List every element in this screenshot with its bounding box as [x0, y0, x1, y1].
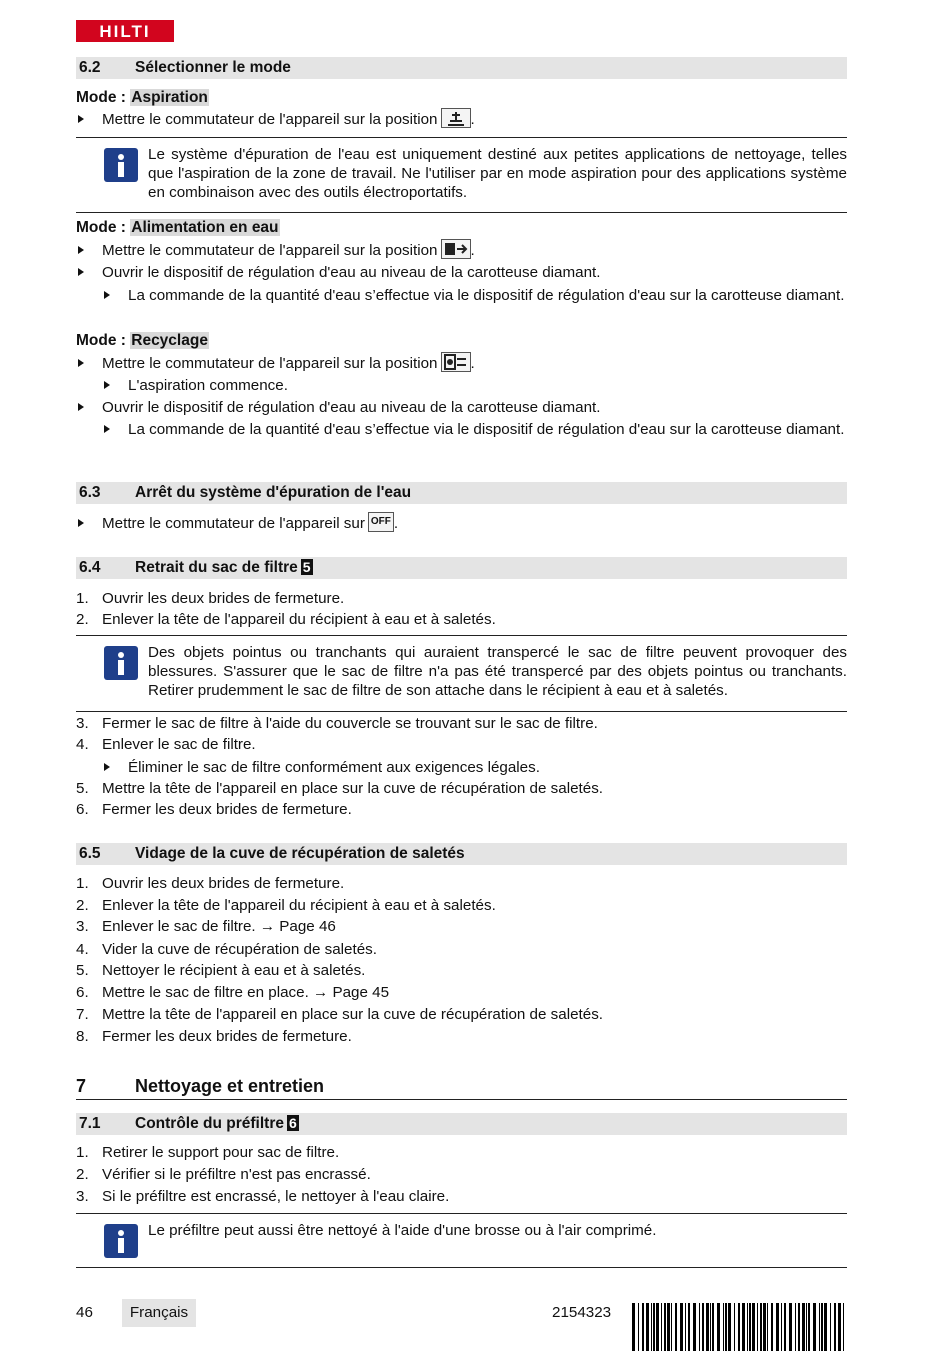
mode-heading-alimentation — [76, 218, 280, 238]
section-title: Vidage de la cuve de récupération de saletés — [135, 845, 465, 862]
result-text: L'aspiration commence. — [128, 377, 288, 394]
result-marker — [102, 286, 128, 306]
step-text: Retirer le support pour sac de filtre. — [102, 1144, 340, 1161]
result-text: Éliminer le sac de filtre conformément aux exigences légales. — [128, 759, 540, 776]
note-text: Le système d'épuration de l'eau est uniquement destiné aux petites applications de nettoyage, telles que l'aspiration de la zone de travail. Ne l'utiliser par en mode aspiration pour des applications système en combinaison avec des outils électroportatifs. — [148, 146, 847, 202]
step-text: Mettre la tête de l'appareil en place sur la cuve de récupération de saletés. — [102, 1006, 604, 1023]
info-icon — [104, 148, 138, 182]
mode-name: Alimentation en eau — [131, 219, 279, 236]
section-header-6-5 — [76, 843, 847, 865]
step-text: Nettoyer le récipient à eau et à saletés. — [102, 962, 366, 979]
note-text: Des objets pointus ou tranchants qui auraient transpercé le sac de filtre peuvent provoquer des blessures. S'assurer que le sac de filtre n'a pas été transpercé par des objets pointus ou tranchants. Retirer prudemment le sac de filtre de son attache dans le récipient à eau et à saletés. — [148, 644, 847, 700]
section-number: 6.4 — [79, 559, 101, 576]
section-number: 6.3 — [79, 484, 101, 501]
step-text: Ouvrir le dispositif de régulation d'eau au niveau de la carotteuse diamant. — [102, 399, 601, 416]
off-position-label: OFF — [368, 512, 394, 532]
step-text: Si le préfiltre est encrassé, le nettoyer à l'eau claire. — [102, 1188, 450, 1205]
step-text: Mettre la tête de l'appareil en place sur la cuve de récupération de saletés. — [102, 780, 604, 797]
result-arrow-icon — [104, 763, 110, 771]
bullet-arrow-icon — [78, 519, 84, 527]
mode-heading-recyclage — [76, 331, 209, 351]
section-title: Sélectionner le mode — [135, 59, 291, 76]
step-text: Ouvrir le dispositif de régulation d'eau au niveau de la carotteuse diamant. — [102, 264, 601, 281]
info-icon — [104, 646, 138, 680]
mode-label: Mode : — [76, 332, 126, 349]
section-title: Contrôle du préfiltre — [135, 1115, 284, 1132]
step-text: Mettre le commutateur de l'appareil sur la position — [102, 242, 438, 260]
figure-reference: 5 — [302, 559, 311, 575]
section-title: Retrait du sac de filtre — [135, 559, 298, 576]
chapter-title: Nettoyage et entretien — [135, 1076, 325, 1096]
bullet-arrow-icon — [78, 246, 84, 254]
result-text: La commande de la quantité d'eau s’effectue via le dispositif de régulation d'eau sur la carotteuse diamant. — [128, 287, 845, 304]
chapter-header-7 — [76, 1073, 847, 1100]
mode-name: Aspiration — [131, 89, 208, 106]
step-text: Fermer le sac de filtre à l'aide du couvercle se trouvant sur le sac de filtre. — [102, 715, 598, 732]
step-text: Mettre le commutateur de l'appareil sur — [102, 515, 365, 533]
bullet-arrow-icon — [78, 268, 84, 276]
section-header-6-3 — [76, 482, 847, 504]
bullet-arrow-icon — [78, 359, 84, 367]
figure-reference: 6 — [288, 1115, 297, 1131]
document-number: 2154323 — [552, 1304, 612, 1321]
recycling-position-icon — [441, 352, 471, 372]
step-text: Mettre le commutateur de l'appareil sur la position — [102, 111, 438, 129]
section-title: Arrêt du système d'épuration de l'eau — [135, 484, 412, 501]
result-arrow-icon — [104, 291, 110, 299]
mode-heading-aspiration — [76, 88, 209, 108]
hilti-logo — [76, 20, 174, 42]
svg-text:HILTI: HILTI — [99, 22, 151, 41]
step-text: Enlever le sac de filtre. — [102, 736, 256, 753]
bullet-arrow-icon — [78, 115, 84, 123]
note-text: Le préfiltre peut aussi être nettoyé à l'aide d'une brosse ou à l'air comprimé. — [148, 1222, 657, 1239]
step-text: Fermer les deux brides de fermeture. — [102, 1028, 352, 1045]
step-text: Vérifier si le préfiltre n'est pas encrassé. — [102, 1166, 371, 1183]
step-text: Fermer les deux brides de fermeture. — [102, 801, 352, 818]
section-header-6-2 — [76, 57, 847, 79]
section-number: 6.2 — [79, 59, 101, 76]
step-text-with-link[interactable]: Enlever le sac de filtre. → Page 46 — [102, 918, 336, 935]
chapter-number: 7 — [76, 1076, 87, 1096]
water-supply-position-icon — [441, 239, 471, 259]
mode-name: Recyclage — [131, 332, 208, 349]
step-text: Enlever la tête de l'appareil du récipient à eau et à saletés. — [102, 897, 496, 914]
info-icon — [104, 1224, 138, 1258]
barcode — [632, 1303, 847, 1351]
bullet-arrow-icon — [78, 403, 84, 411]
result-arrow-icon — [104, 381, 110, 389]
result-text: La commande de la quantité d'eau s’effectue via le dispositif de régulation d'eau sur la carotteuse diamant. — [128, 421, 845, 438]
info-note — [76, 635, 847, 712]
mode-label: Mode : — [76, 89, 126, 106]
result-arrow-icon — [104, 425, 110, 433]
page-number: 46 — [76, 1304, 93, 1321]
step-text: Ouvrir les deux brides de fermeture. — [102, 590, 345, 607]
section-header-7-1 — [76, 1113, 847, 1135]
language-label: Français — [122, 1299, 196, 1327]
step-text: Ouvrir les deux brides de fermeture. — [102, 875, 345, 892]
result-marker — [102, 420, 128, 440]
step-text-with-link[interactable]: Mettre le sac de filtre en place. → Page 45 — [102, 984, 390, 1001]
section-number: 7.1 — [79, 1115, 101, 1132]
section-number: 6.5 — [79, 845, 101, 862]
info-note — [76, 137, 847, 213]
mode-label: Mode : — [76, 219, 126, 236]
section-header-6-4 — [76, 557, 847, 579]
vacuum-position-icon — [441, 108, 471, 128]
step-text: Mettre le commutateur de l'appareil sur la position — [102, 355, 438, 373]
step-text: Vider la cuve de récupération de saletés. — [102, 941, 377, 958]
step-text: Enlever la tête de l'appareil du récipient à eau et à saletés. — [102, 611, 496, 628]
info-note — [76, 1213, 847, 1268]
